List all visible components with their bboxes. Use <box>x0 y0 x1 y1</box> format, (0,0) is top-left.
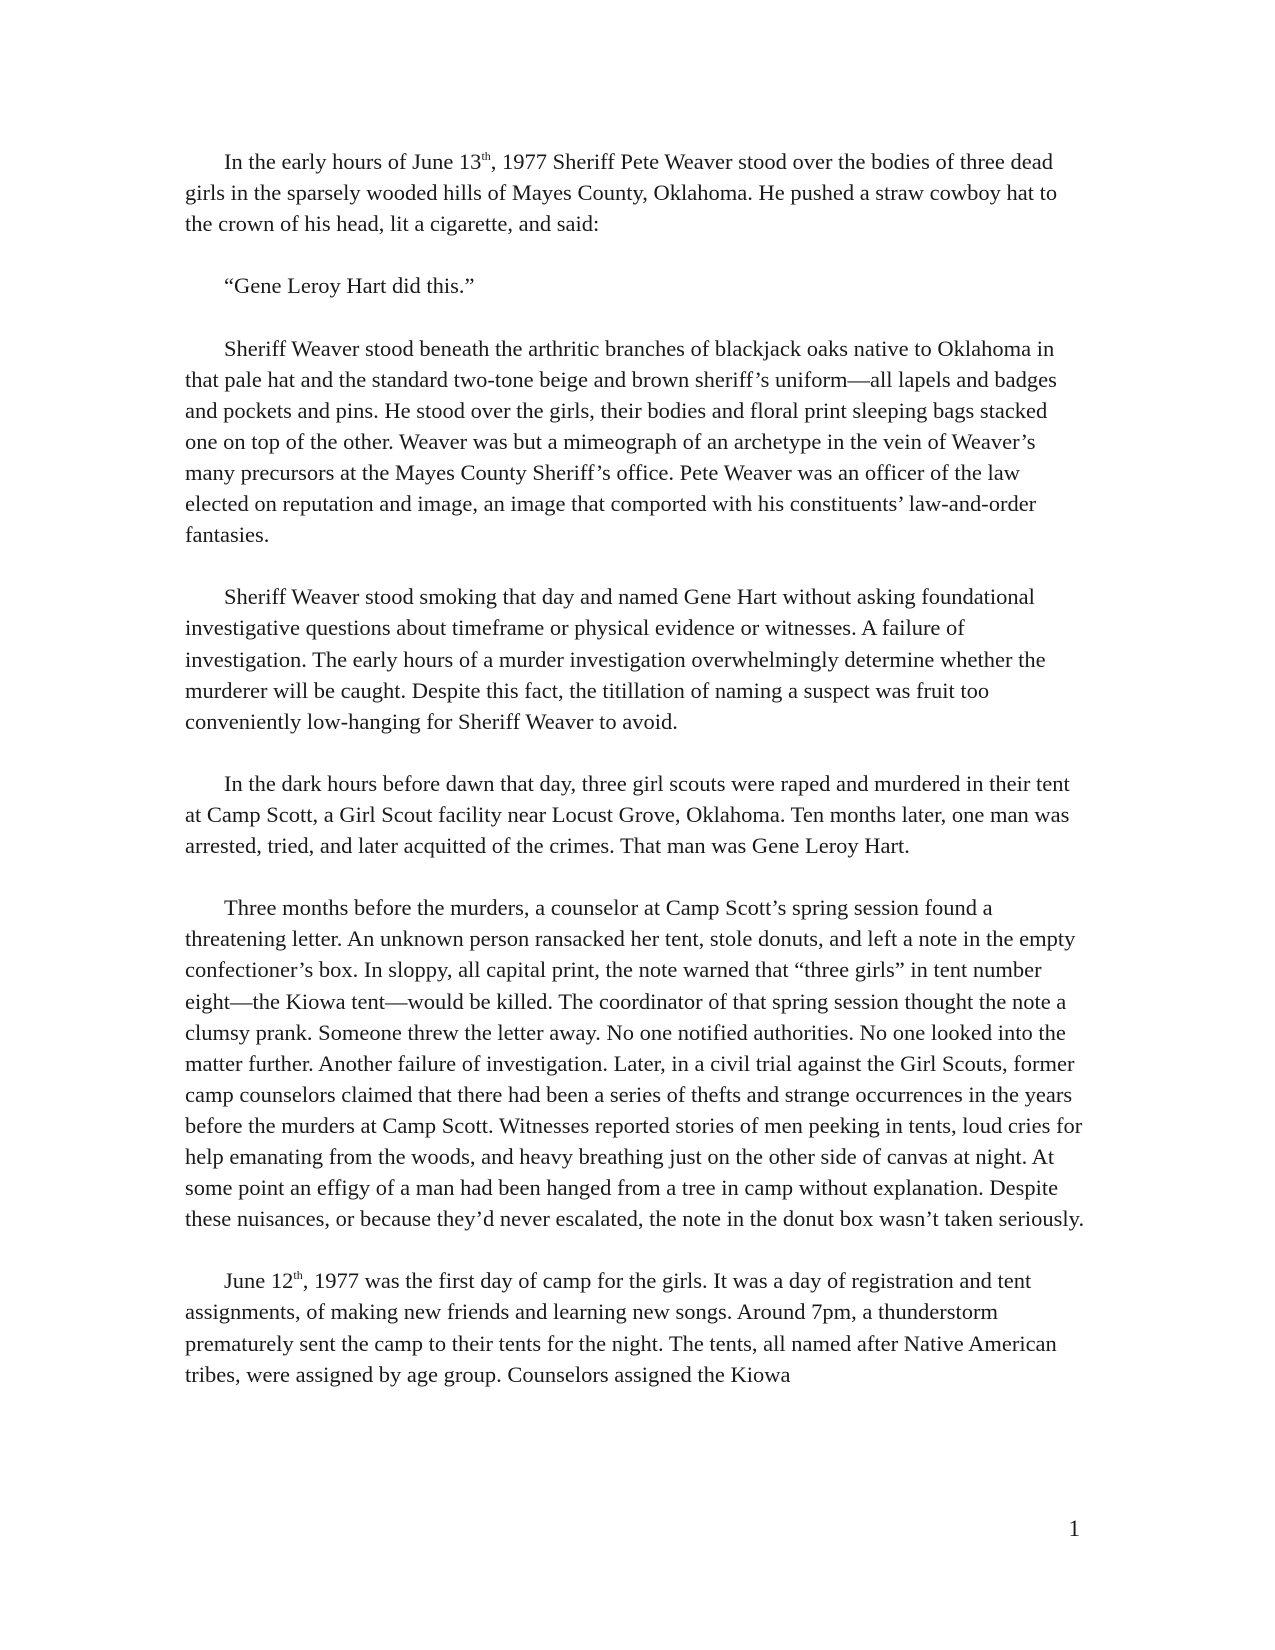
body-text <box>185 146 1085 1421</box>
paragraph-quote: “Gene Leroy Hart did this.” <box>224 273 475 299</box>
ordinal-suffix: th <box>293 1268 303 1283</box>
ordinal-suffix: th <box>481 149 491 163</box>
paragraph-text: , 1977 was the first day of camp for the girls. It was a day of registration and tent assignments, of making new friends and learning new songs. Around 7pm, a thunderstorm prematurely sent the camp to their tents for the night. The tents, all named after Native American tribes, were assigned by age group. Counselors assigned the Kiowa <box>185 1268 1057 1387</box>
paragraph-threatening-letter: Three months before the murders, a counselor at Camp Scott’s spring session found a threatening letter. An unknown person ransacked her tent, stole donuts, and left a note in the empty confectioner’s box. In sloppy, all capital print, the note warned that “three girls” in tent number eight—the Kiowa tent—would be killed. The coordinator of that spring session thought the note a clumsy prank. Someone threw the letter away. No one notified authorities. No one looked into the matter further. Another failure of investigation. Later, in a civil trial against the Girl Scouts, former camp counselors claimed that there had been a series of thefts and strange occurrences in the years before the murders at Camp Scott. Witnesses reported stories of men peeking in tents, loud cries for help emanating from the woods, and heavy breathing just on the other side of canvas at night. At some point an effigy of a man had been hanged from a tree in camp without explanation. Despite these nuisances, or because they’d never escalated, the note in the donut box wasn’t taken seriously. <box>185 895 1085 1232</box>
paragraph-text: , 1977 Sheriff Pete Weaver stood over the bodies of three dead girls in the sparsely wooded hills of Mayes County, Oklahoma. He pushed a straw cowboy hat to the crown of his head, lit a cigarette, and said: <box>185 149 1058 237</box>
paragraph-sheriff-description: Sheriff Weaver stood beneath the arthritic branches of blackjack oaks native to Oklahoma in that pale hat and the standard two-tone beige and brown sheriff’s uniform—all lapels and badges and pockets and pins. He stood over the girls, their bodies and floral print sleeping bags stacked one on top of the other. Weaver was but a mimeograph of an archetype in the vein of Weaver’s many precursors at the Mayes County Sheriff’s office. Pete Weaver was an officer of the law elected on reputation and image, an image that comported with his constituents’ law-and-order fantasies. <box>185 335 1057 548</box>
paragraph-text: In the early hours of June 13 <box>224 149 482 174</box>
paragraph-first-day-of-camp <box>185 1265 1085 1389</box>
paragraph-text: June 12 <box>224 1268 294 1294</box>
paragraph-murders-summary: In the dark hours before dawn that day, three girl scouts were raped and murdered in their tent at Camp Scott, a Girl Scout facility near Locust Grove, Oklahoma. Ten months later, one man was arrested, tried, and later acquitted of the crimes. That man was Gene Leroy Hart. <box>185 770 1070 859</box>
paragraph-investigation-failure: Sheriff Weaver stood smoking that day and named Gene Hart without asking foundational investigative questions about timeframe or physical evidence or witnesses. A failure of investigation. The early hours of a murder investigation overwhelmingly determine whether the murderer will be caught. Despite this fact, the titillation of naming a suspect was fruit too conveniently low-hanging for Sheriff Weaver to avoid. <box>185 584 1046 734</box>
paragraph-opening <box>185 146 1085 239</box>
page-number: 1 <box>1068 1516 1080 1541</box>
